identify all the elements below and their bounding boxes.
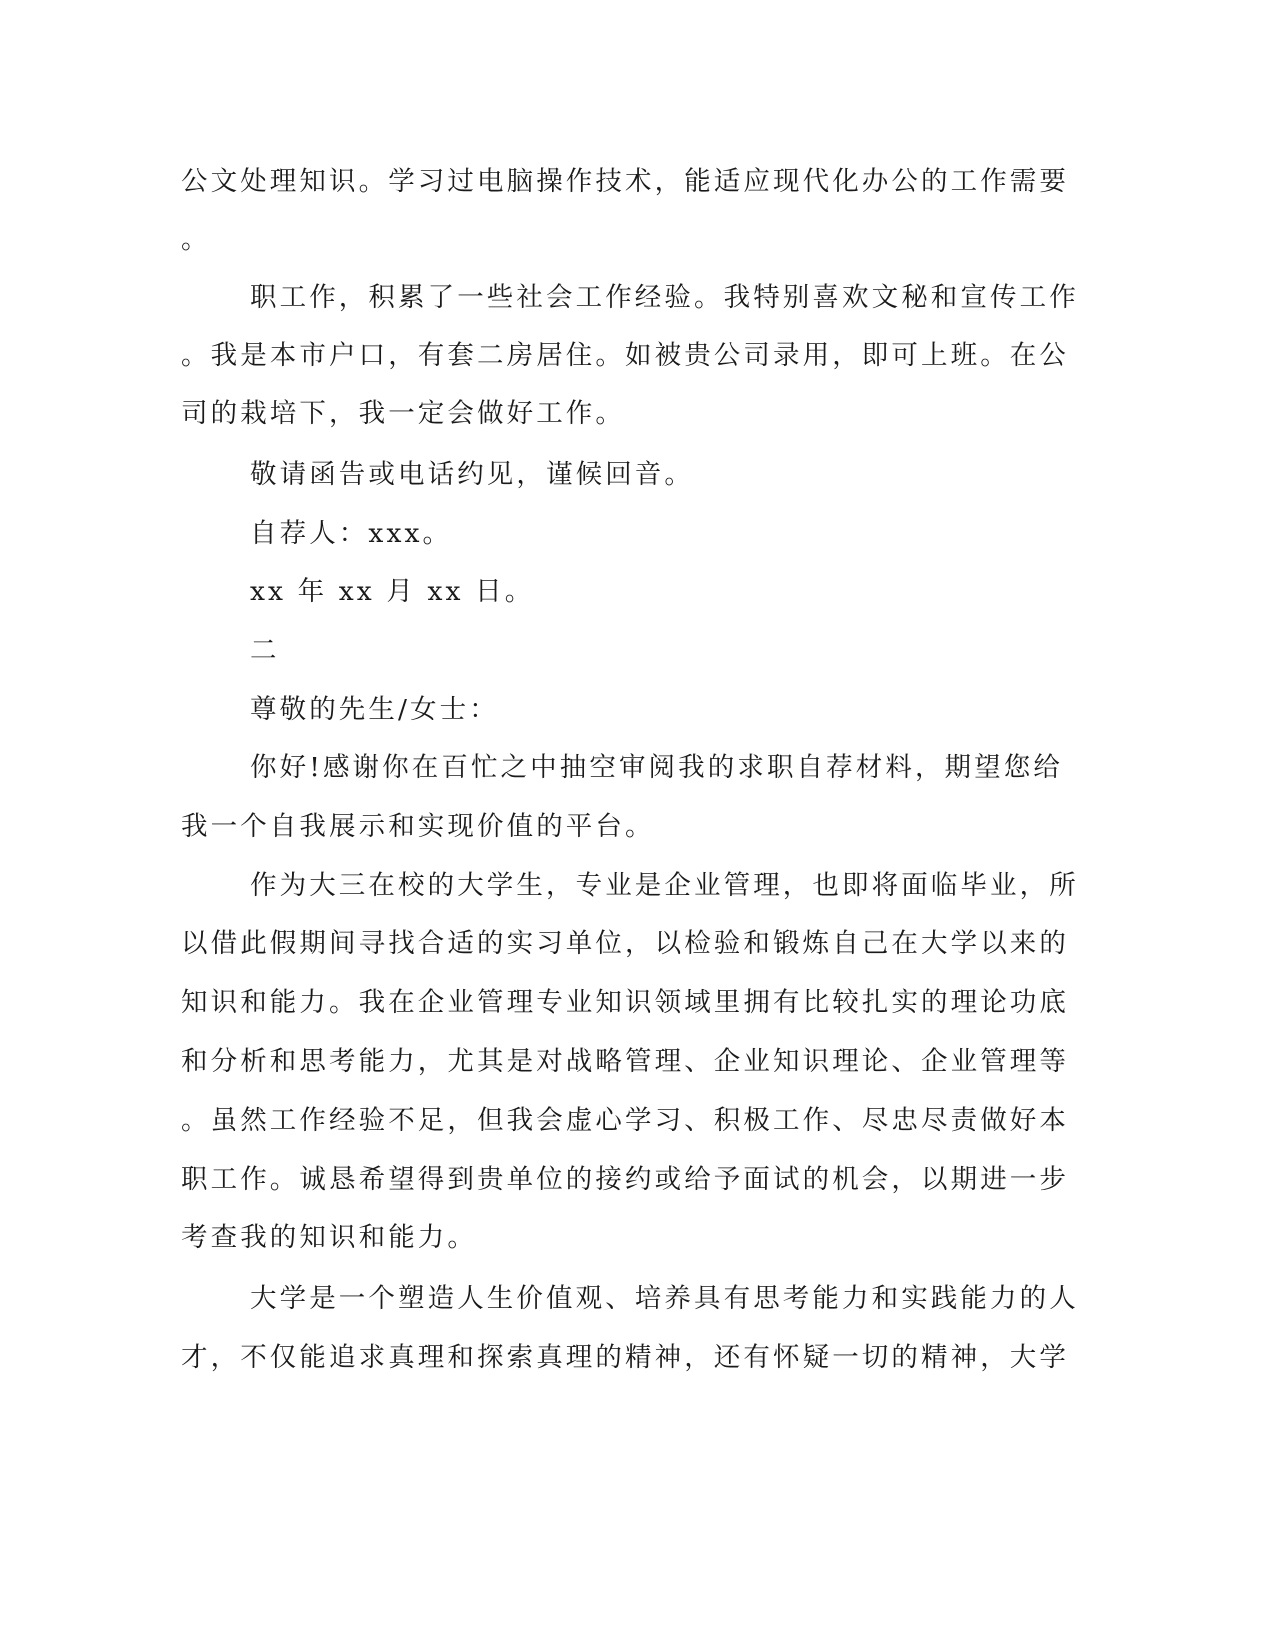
text-line: 职工作。诚恳希望得到贵单位的接约或给予面试的机会，以期进一步: [181, 1164, 1069, 1195]
text-line: 大学是一个塑造人生价值观、培养具有思考能力和实践能力的人: [250, 1283, 1079, 1314]
text-line: 司的栽培下，我一定会做好工作。: [181, 398, 625, 429]
text-line: 作为大三在校的大学生，专业是企业管理，也即将面临毕业，所: [250, 870, 1079, 901]
text-line: 以借此假期间寻找合适的实习单位，以检验和锻炼自己在大学以来的: [181, 928, 1069, 959]
salutation: 尊敬的先生/女士：: [250, 694, 499, 725]
text-line: 敬请函告或电话约见，谨候回音。: [250, 459, 694, 490]
text-line: 考查我的知识和能力。: [181, 1222, 477, 1253]
text-line: 我一个自我展示和实现价值的平台。: [181, 811, 655, 842]
date-line: xx 年 xx 月 xx 日。: [250, 576, 535, 607]
text-line: 你好!感谢你在百忙之中抽空审阅我的求职自荐材料，期望您给: [250, 752, 1063, 783]
text-line: 职工作，积累了一些社会工作经验。我特别喜欢文秘和宣传工作: [250, 282, 1079, 313]
text-line: 。虽然工作经验不足，但我会虚心学习、积极工作、尽忠尽责做好本: [181, 1105, 1069, 1136]
text-line: 才，不仅能追求真理和探索真理的精神，还有怀疑一切的精神，大学: [181, 1342, 1069, 1373]
text-line: 公文处理知识。学习过电脑操作技术，能适应现代化办公的工作需要: [181, 166, 1069, 197]
text-line: 。我是本市户口，有套二房居住。如被贵公司录用，即可上班。在公: [181, 340, 1069, 371]
text-line: 知识和能力。我在企业管理专业知识领域里拥有比较扎实的理论功底: [181, 987, 1069, 1018]
text-line: 。: [181, 224, 211, 255]
text-line: 和分析和思考能力，尤其是对战略管理、企业知识理论、企业管理等: [181, 1046, 1069, 1077]
signature-line: 自荐人：xxx。: [250, 518, 453, 549]
section-number: 二: [250, 635, 280, 666]
